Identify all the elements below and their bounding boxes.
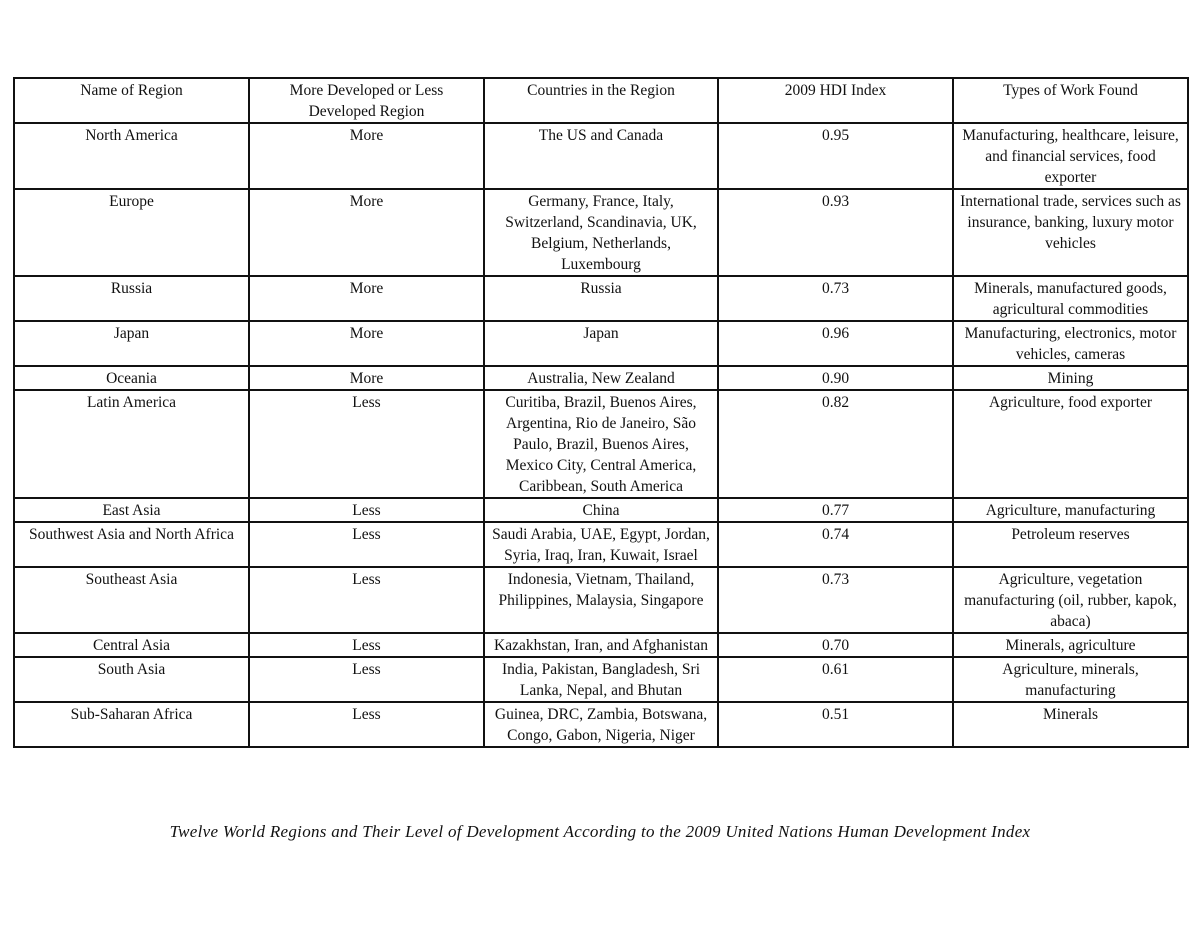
- cell-hdi: 0.73: [718, 567, 953, 633]
- cell-countries: Kazakhstan, Iran, and Afghanistan: [484, 633, 718, 657]
- cell-development: Less: [249, 702, 484, 747]
- header-region-name: Name of Region: [14, 78, 249, 123]
- table-row: [14, 498, 1188, 522]
- cell-hdi: 0.70: [718, 633, 953, 657]
- cell-region: Southeast Asia: [14, 567, 249, 633]
- cell-countries: The US and Canada: [484, 123, 718, 189]
- cell-hdi: 0.96: [718, 321, 953, 366]
- cell-region: Japan: [14, 321, 249, 366]
- cell-development: More: [249, 366, 484, 390]
- cell-work: Agriculture, vegetation manufacturing (oil, rubber, kapok, abaca): [953, 567, 1188, 633]
- table-caption: Twelve World Regions and Their Level of Development According to the 2009 United Nations Human Development Index: [169, 822, 1031, 841]
- cell-region: Russia: [14, 276, 249, 321]
- table-row: [14, 657, 1188, 702]
- header-work-types: Types of Work Found: [953, 78, 1188, 123]
- cell-work: Petroleum reserves: [953, 522, 1188, 567]
- cell-development: Less: [249, 498, 484, 522]
- cell-countries: Australia, New Zealand: [484, 366, 718, 390]
- cell-work: Minerals, manufactured goods, agricultural commodities: [953, 276, 1188, 321]
- table-row: [14, 522, 1188, 567]
- cell-countries: Guinea, DRC, Zambia, Botswana, Congo, Gabon, Nigeria, Niger: [484, 702, 718, 747]
- cell-work: Agriculture, food exporter: [953, 390, 1188, 498]
- cell-hdi: 0.61: [718, 657, 953, 702]
- cell-countries: China: [484, 498, 718, 522]
- header-development-level: More Developed or Less Developed Region: [249, 78, 484, 123]
- cell-hdi: 0.74: [718, 522, 953, 567]
- table-row: [14, 366, 1188, 390]
- cell-region: Central Asia: [14, 633, 249, 657]
- cell-work: Manufacturing, healthcare, leisure, and financial services, food exporter: [953, 123, 1188, 189]
- cell-countries: Curitiba, Brazil, Buenos Aires, Argentina, Rio de Janeiro, São Paulo, Brazil, Buenos Aires, Mexico City, Central America, Caribbean, South America: [484, 390, 718, 498]
- cell-countries: Japan: [484, 321, 718, 366]
- table-row: [14, 276, 1188, 321]
- cell-development: Less: [249, 567, 484, 633]
- cell-work: Mining: [953, 366, 1188, 390]
- cell-region: Sub-Saharan Africa: [14, 702, 249, 747]
- cell-region: Southwest Asia and North Africa: [14, 522, 249, 567]
- cell-development: Less: [249, 522, 484, 567]
- cell-countries: Russia: [484, 276, 718, 321]
- cell-countries: Germany, France, Italy, Switzerland, Scandinavia, UK, Belgium, Netherlands, Luxembourg: [484, 189, 718, 276]
- cell-work: Agriculture, minerals, manufacturing: [953, 657, 1188, 702]
- cell-work: Agriculture, manufacturing: [953, 498, 1188, 522]
- table-row: [14, 123, 1188, 189]
- cell-hdi: 0.93: [718, 189, 953, 276]
- cell-region: South Asia: [14, 657, 249, 702]
- table-row: [14, 633, 1188, 657]
- cell-development: More: [249, 321, 484, 366]
- cell-region: Oceania: [14, 366, 249, 390]
- header-countries: Countries in the Region: [484, 78, 718, 123]
- cell-development: More: [249, 276, 484, 321]
- table-row: [14, 567, 1188, 633]
- table-header-row: [14, 78, 1188, 123]
- cell-countries: India, Pakistan, Bangladesh, Sri Lanka, Nepal, and Bhutan: [484, 657, 718, 702]
- cell-work: Manufacturing, electronics, motor vehicles, cameras: [953, 321, 1188, 366]
- header-hdi-index: 2009 HDI Index: [718, 78, 953, 123]
- cell-work: Minerals, agriculture: [953, 633, 1188, 657]
- table-row: [14, 189, 1188, 276]
- cell-work: Minerals: [953, 702, 1188, 747]
- cell-region: East Asia: [14, 498, 249, 522]
- cell-hdi: 0.82: [718, 390, 953, 498]
- cell-countries: Indonesia, Vietnam, Thailand, Philippines, Malaysia, Singapore: [484, 567, 718, 633]
- cell-hdi: 0.95: [718, 123, 953, 189]
- cell-development: Less: [249, 657, 484, 702]
- cell-hdi: 0.77: [718, 498, 953, 522]
- table-row: [14, 390, 1188, 498]
- cell-hdi: 0.90: [718, 366, 953, 390]
- cell-hdi: 0.51: [718, 702, 953, 747]
- cell-development: Less: [249, 633, 484, 657]
- cell-region: Latin America: [14, 390, 249, 498]
- cell-countries: Saudi Arabia, UAE, Egypt, Jordan, Syria, Iraq, Iran, Kuwait, Israel: [484, 522, 718, 567]
- table-row: [14, 702, 1188, 747]
- cell-hdi: 0.73: [718, 276, 953, 321]
- cell-work: International trade, services such as insurance, banking, luxury motor vehicles: [953, 189, 1188, 276]
- cell-region: North America: [14, 123, 249, 189]
- cell-region: Europe: [14, 189, 249, 276]
- table-row: [14, 321, 1188, 366]
- hdi-regions-table: [13, 77, 1189, 748]
- cell-development: More: [249, 123, 484, 189]
- cell-development: Less: [249, 390, 484, 498]
- cell-development: More: [249, 189, 484, 276]
